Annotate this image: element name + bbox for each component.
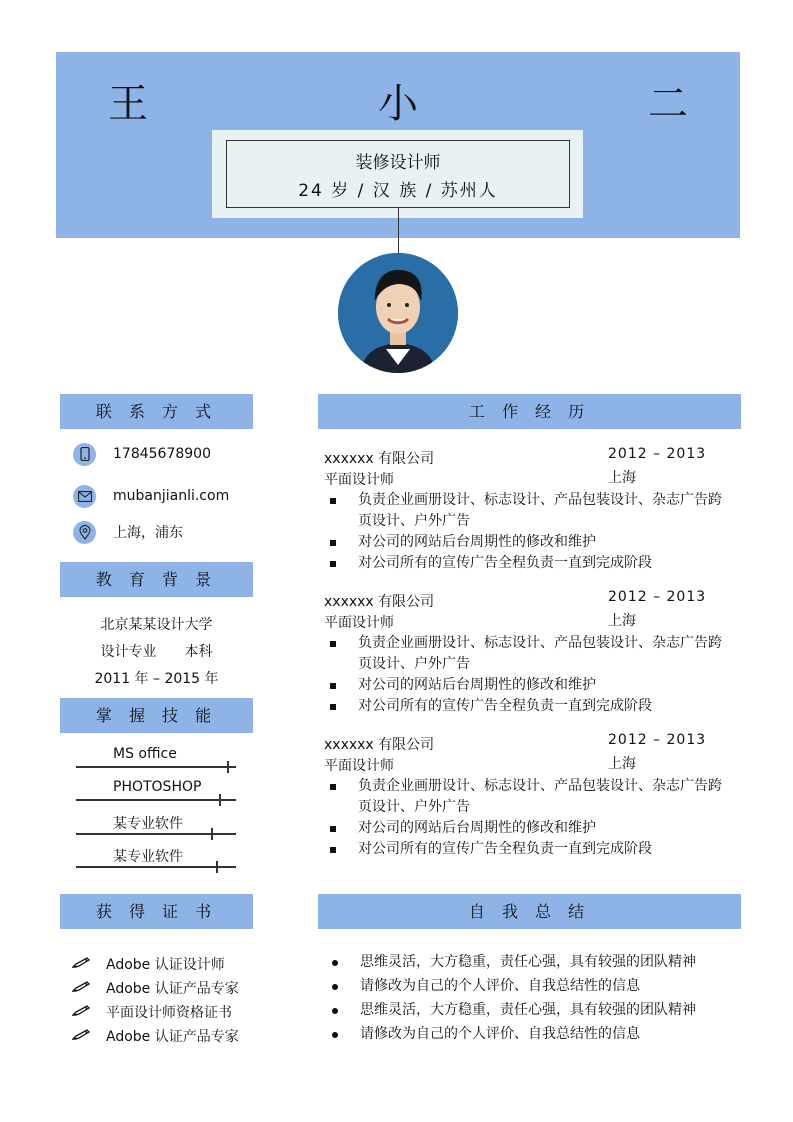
duty-item	[324, 675, 724, 696]
certificate-item	[72, 1002, 232, 1022]
name-char: 小	[378, 81, 418, 127]
job-duties	[324, 490, 724, 574]
duty-text: 对公司的网站后台周期性的修改和维护	[358, 820, 596, 836]
round-bullet-icon	[332, 1008, 338, 1014]
certificate-name: Adobe 认证产品专家	[106, 981, 239, 997]
job-city: 上海	[608, 756, 636, 772]
job-city: 上海	[608, 470, 636, 486]
certificate-item	[72, 1026, 239, 1046]
square-bullet-icon	[330, 784, 336, 790]
job-title: 装修设计师	[355, 153, 441, 173]
duty-item	[324, 532, 724, 553]
duty-text: 负责企业画册设计、标志设计、产品包装设计、杂志广告跨页设计、户外广告	[358, 635, 722, 672]
square-bullet-icon	[330, 826, 336, 832]
summary-text: 请修改为自己的个人评价、自我总结性的信息	[360, 1026, 640, 1042]
job-city: 上海	[608, 613, 636, 629]
square-bullet-icon	[330, 704, 336, 710]
summary-text: 思维灵活，大方稳重，责任心强，具有较强的团队精神	[360, 954, 696, 970]
personal-meta: 24 岁 / 汉 族 / 苏州人	[298, 181, 498, 201]
job-role: 平面设计师	[324, 758, 394, 774]
duty-item	[324, 818, 724, 839]
pen-icon	[72, 980, 94, 996]
skill-level-marker	[219, 794, 221, 806]
resume-name	[56, 72, 740, 129]
job-role: 平面设计师	[324, 615, 394, 631]
summary-item	[324, 950, 734, 974]
duty-text: 对公司所有的宣传广告全程负责一直到完成阶段	[358, 555, 652, 571]
job-company: xxxxxx 有限公司	[324, 451, 435, 467]
duty-item	[324, 839, 724, 860]
skill-bar-track	[76, 766, 236, 768]
job-years: 2012 – 2013	[608, 732, 707, 748]
summary-text: 请修改为自己的个人评价、自我总结性的信息	[360, 978, 640, 994]
location-pin-icon	[73, 521, 96, 544]
section-heading-education: 教 育 背 景	[60, 562, 253, 597]
duty-item	[324, 776, 724, 818]
pen-icon	[72, 1028, 94, 1044]
round-bullet-icon	[332, 960, 338, 966]
square-bullet-icon	[330, 498, 336, 504]
square-bullet-icon	[330, 641, 336, 647]
duty-text: 对公司的网站后台周期性的修改和维护	[358, 534, 596, 550]
duty-item	[324, 633, 724, 675]
section-heading-summary: 自 我 总 结	[318, 894, 741, 929]
certificate-item	[72, 954, 225, 974]
contact-phone: 17845678900	[113, 446, 211, 462]
education-major-row	[60, 641, 253, 661]
skill-level-marker	[216, 861, 218, 873]
connector-line	[398, 208, 399, 254]
skill-name: 某专业软件	[113, 816, 183, 832]
mail-icon	[73, 485, 96, 508]
avatar	[338, 253, 458, 373]
round-bullet-icon	[332, 984, 338, 990]
skill-level-marker	[227, 761, 229, 773]
education-school: 北京某某设计大学	[100, 617, 213, 633]
certificate-name: 平面设计师资格证书	[106, 1005, 232, 1021]
summary-list	[324, 950, 734, 1046]
section-heading-certificates: 获 得 证 书	[60, 894, 253, 929]
education-period: 2011 年 – 2015 年	[94, 671, 219, 687]
contact-email: mubanjianli.com	[113, 488, 230, 504]
name-char: 二	[648, 81, 688, 127]
job-company: xxxxxx 有限公司	[324, 737, 435, 753]
duty-text: 负责企业画册设计、标志设计、产品包装设计、杂志广告跨页设计、户外广告	[358, 492, 722, 529]
avatar-portrait-icon	[338, 253, 458, 373]
certificate-item	[72, 978, 239, 998]
summary-item	[324, 974, 734, 998]
skill-name: MS office	[113, 746, 177, 762]
section-heading-contact: 联 系 方 式	[60, 394, 253, 429]
skill-bar-track	[76, 799, 236, 801]
skill-bar-track	[76, 866, 236, 868]
summary-item	[324, 998, 734, 1022]
square-bullet-icon	[330, 540, 336, 546]
duty-text: 对公司所有的宣传广告全程负责一直到完成阶段	[358, 841, 652, 857]
pen-icon	[72, 956, 94, 972]
section-heading-skills: 掌 握 技 能	[60, 698, 253, 733]
education-major: 设计专业	[100, 644, 157, 660]
section-heading-work: 工 作 经 历	[318, 394, 741, 429]
contact-phone-row	[73, 442, 211, 466]
summary-item	[324, 1022, 734, 1046]
duty-item	[324, 490, 724, 532]
duty-text: 负责企业画册设计、标志设计、产品包装设计、杂志广告跨页设计、户外广告	[358, 778, 722, 815]
duty-item	[324, 696, 724, 717]
duty-item	[324, 553, 724, 574]
job-duties	[324, 776, 724, 860]
job-years: 2012 – 2013	[608, 446, 707, 462]
skill-name: 某专业软件	[113, 849, 183, 865]
job-years: 2012 – 2013	[608, 589, 707, 605]
square-bullet-icon	[330, 561, 336, 567]
certificate-name: Adobe 认证设计师	[106, 957, 225, 973]
contact-email-row	[73, 484, 229, 508]
education-degree: 本科	[184, 644, 213, 660]
pen-icon	[72, 1004, 94, 1020]
job-role: 平面设计师	[324, 472, 394, 488]
round-bullet-icon	[332, 1032, 338, 1038]
skill-name: PHOTOSHOP	[113, 779, 202, 795]
phone-icon	[73, 443, 96, 466]
contact-location: 上海，浦东	[113, 525, 183, 541]
square-bullet-icon	[330, 683, 336, 689]
job-duties	[324, 633, 724, 717]
certificate-name: Adobe 认证产品专家	[106, 1029, 239, 1045]
name-char: 王	[108, 81, 148, 127]
contact-location-row	[73, 520, 183, 544]
job-company: xxxxxx 有限公司	[324, 594, 435, 610]
skill-level-marker	[211, 828, 213, 840]
square-bullet-icon	[330, 847, 336, 853]
summary-text: 思维灵活，大方稳重，责任心强，具有较强的团队精神	[360, 1002, 696, 1018]
duty-text: 对公司所有的宣传广告全程负责一直到完成阶段	[358, 698, 652, 714]
duty-text: 对公司的网站后台周期性的修改和维护	[358, 677, 596, 693]
